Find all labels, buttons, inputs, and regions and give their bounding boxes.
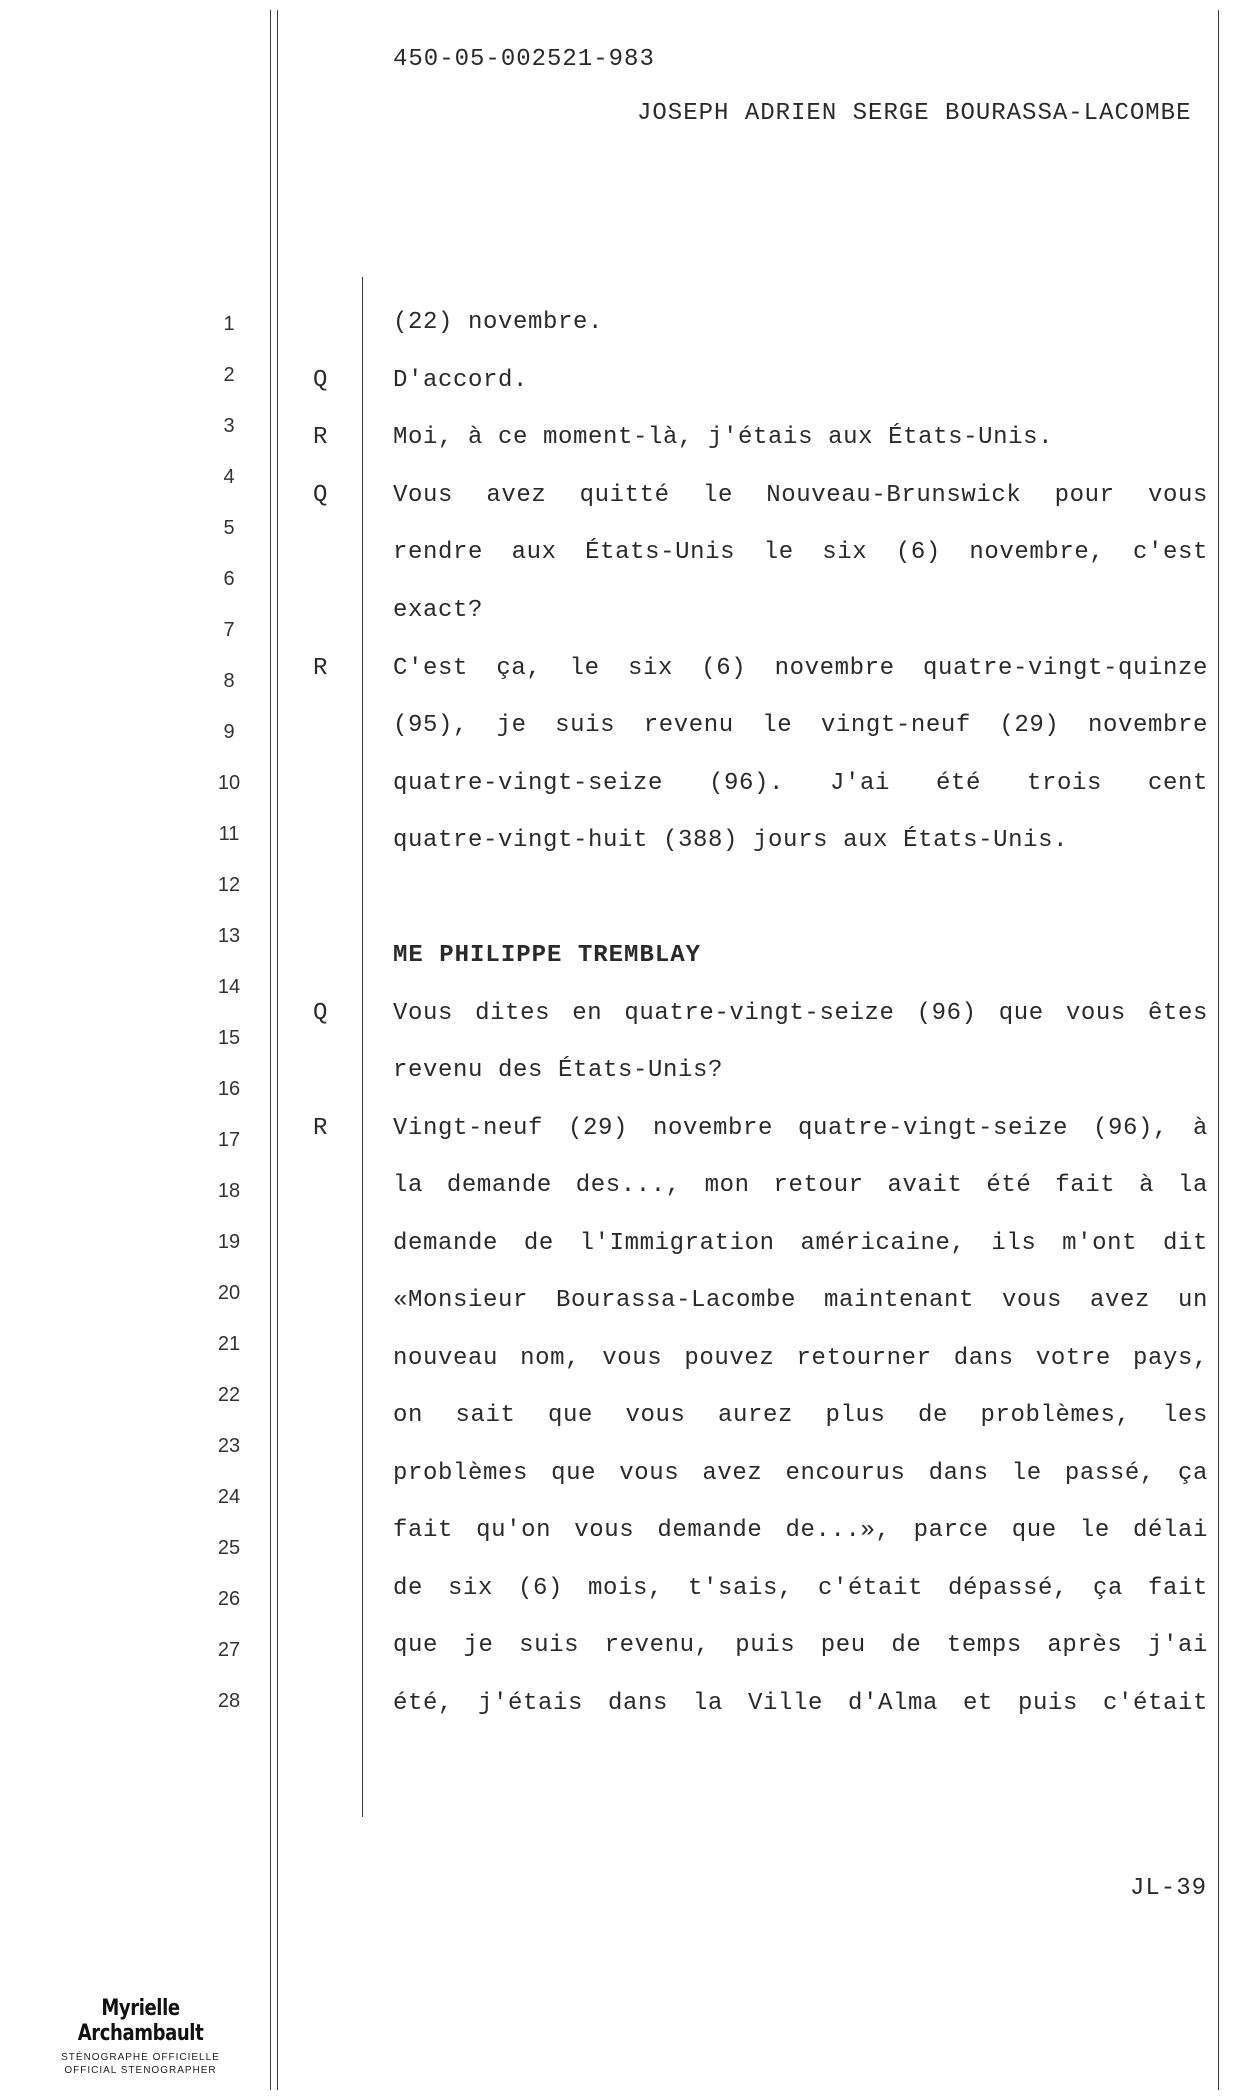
line-number: 24 [217,1486,241,1508]
transcript-line: (95), je suis revenu le vingt-neuf (29) novembre [393,712,1208,739]
line-number: 10 [217,772,241,794]
line-number: 5 [223,517,235,539]
transcript-line: on sait que vous aurez plus de problèmes, les [393,1402,1208,1429]
transcript-line: quatre-vingt-huit (388) jours aux États-Unis. [393,827,1069,854]
page-reference: JL-39 [1130,1875,1208,1902]
line-number: 22 [217,1384,241,1406]
line-number: 18 [217,1180,241,1202]
line-number: 1 [223,313,235,335]
line-number: 17 [217,1129,241,1151]
transcript-line: Vous avez quitté le Nouveau-Brunswick pour vous [393,482,1208,509]
speaker-marker-answer: R [313,655,328,682]
line-number: 14 [217,976,241,998]
stenographer-name: Myrielle Archambault [77,1996,204,2046]
line-number: 11 [218,823,240,845]
transcript-line: Moi, à ce moment-là, j'étais aux États-Unis. [393,424,1054,451]
transcript-line: D'accord. [393,367,529,394]
section-heading: ME PHILIPPE TREMBLAY [393,942,702,969]
speaker-marker-question: Q [313,482,328,509]
transcript-line: demande de l'Immigration américaine, ils m'ont dit [393,1230,1208,1257]
line-number: 23 [217,1435,241,1457]
transcript-line: (22) novembre. [393,309,604,336]
speaker-marker-answer: R [313,424,328,451]
line-number: 20 [217,1282,241,1304]
line-number: 25 [217,1537,241,1559]
line-number: 4 [223,466,235,488]
transcript-line: été, j'étais dans la Ville d'Alma et puis c'était [393,1690,1208,1717]
transcript-line: problèmes que vous avez encourus dans le passé, ça [393,1460,1208,1487]
line-number: 6 [223,568,235,590]
line-number: 28 [217,1690,241,1712]
file-number: 450-05-002521-983 [393,46,655,73]
transcript-line: revenu des États-Unis? [393,1057,724,1084]
line-number: 27 [217,1639,241,1661]
line-number: 15 [217,1027,241,1049]
line-number: 9 [223,721,235,743]
line-number: 2 [223,364,235,386]
line-number: 26 [217,1588,241,1610]
transcript-line: Vous dites en quatre-vingt-seize (96) que vous êtes [393,1000,1208,1027]
transcript-line: rendre aux États-Unis le six (6) novembre, c'est [393,539,1208,566]
line-number: 8 [223,670,235,692]
transcript-line: la demande des..., mon retour avait été fait à la [393,1172,1208,1199]
transcript-line: C'est ça, le six (6) novembre quatre-vingt-quinze [393,655,1208,682]
speaker-column-rule [362,277,363,1817]
margin-rule-inner-left [277,10,278,2090]
transcript-line: Vingt-neuf (29) novembre quatre-vingt-seize (96), à [393,1115,1208,1142]
transcript-line: nouveau nom, vous pouvez retourner dans votre pays, [393,1345,1208,1372]
margin-rule-outer-left [270,10,271,2090]
stenographer-title-en: OFFICIAL STENOGRAPHER [64,2065,217,2076]
transcript-line: quatre-vingt-seize (96). J'ai été trois cent [393,770,1208,797]
transcript-line: de six (6) mois, t'sais, c'était dépassé, ça fait [393,1575,1208,1602]
line-number: 16 [217,1078,241,1100]
line-number: 21 [217,1333,241,1355]
line-number: 12 [217,874,241,896]
stenographer-title-fr: STÉNOGRAPHE OFFICIELLE [61,2052,220,2063]
transcript-line: fait qu'on vous demande de...», parce que le délai [393,1517,1208,1544]
speaker-marker-question: Q [313,367,328,394]
line-number: 3 [223,415,235,437]
line-number: 13 [217,925,241,947]
witness-name: JOSEPH ADRIEN SERGE BOURASSA-LACOMBE [637,100,1192,127]
transcript-line: que je suis revenu, puis peu de temps après j'ai [393,1632,1208,1659]
speaker-marker-question: Q [313,1000,328,1027]
transcript-line: exact? [393,597,484,624]
margin-rule-right [1218,10,1219,2090]
speaker-marker-answer: R [313,1115,328,1142]
stenographer-logo [48,1996,233,2076]
transcript-line: «Monsieur Bourassa-Lacombe maintenant vous avez un [393,1287,1208,1314]
line-number: 19 [217,1231,241,1253]
line-number: 7 [223,619,235,641]
